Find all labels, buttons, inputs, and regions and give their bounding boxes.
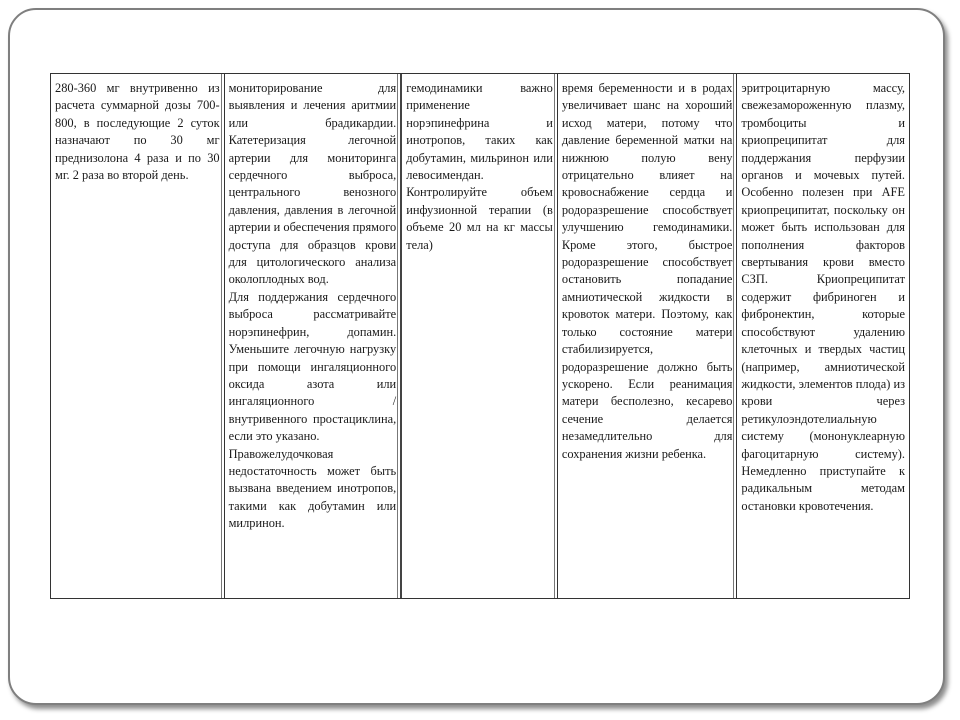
cell-paragraph: мониторирование для выявления и лечения аритмии или брадикардии. Катетеризация легочной артерии для мониторинга сердечного выброса, центрального венозного давления, давления в легочной артерии и обеспечения прямого доступа для образцов крови для цитологического анализа околоплодных вод. xyxy=(228,81,397,287)
table-cell xyxy=(741,80,905,515)
cell-paragraph: эритроцитарную массу, свежезамороженную плазму, тромбоциты и криопреципитат для поддержания перфузии органов и мочевых путей. Особенно полезен при AFE криопреципитат, поскольку он может быть использован для пополнения факторов свертывания крови вместо СЗП. Криопреципитат содержит фибриноген и фибронектин, которые способствуют удалению клеточных и твердых частиц (например, амниотической жидкости, элементов плода) из крови через ретикулоэндотелиальную систему (мононуклеарную фагоцитарную систему). Немедленно приступайте к радикальным методам остановки кровотечения. xyxy=(741,81,905,513)
cell-paragraph: Для поддержания сердечного выброса рассматривайте норэпинефрин, допамин. Уменьшите легочную нагрузку при помощи ингаляционного оксида азота или ингаляционного /внутривенного простациклина, если это указано. xyxy=(228,289,397,444)
table-cell xyxy=(562,80,733,463)
table-column-3 xyxy=(402,74,558,598)
table-cell xyxy=(406,80,553,254)
cell-paragraph: Правожелудочковая недостаточность может быть вызвана введением инотропов, такими как добутамин или милринон. xyxy=(228,446,397,531)
table-column-5 xyxy=(737,74,909,598)
cell-paragraph: 280-360 мг внутривенно из расчета суммарной дозы 700-800, в последующие 2 суток назначают по 30 мг преднизолона 4 раза и по 30 мг. 2 раза во второй день. xyxy=(55,81,220,183)
cell-paragraph: время беременности и в родах увеличивает шанс на хороший исход матери, потому что давление беременной матки на нижнюю полую вену отрицательно влияет на кровоснабжение сердца и родоразрешение способствует улучшению гемодинамики. Кроме этого, быстрое родоразрешение способствует остановить попадание амниотической жидкости в кровоток матери. Поэтому, как только состояние матери стабилизируется, родоразрешение должно быть ускорено. Если реанимация матери бесполезно, кесарево сечение делается незамедлительно для сохранения жизни ребенка. xyxy=(561,81,733,461)
table-cell xyxy=(55,80,220,184)
table-column-2 xyxy=(225,74,403,598)
table-cell xyxy=(229,80,397,533)
table-column-4 xyxy=(558,74,738,598)
table-column-1 xyxy=(51,74,225,598)
cell-paragraph: гемодинамики важно применение норэпинефрина и инотропов, таких как добутамин, мильринон или левосимендан. Контролируйте объем инфузионной терапии (в объеме 20 мл на кг массы тела) xyxy=(406,81,553,252)
content-table xyxy=(50,73,910,599)
